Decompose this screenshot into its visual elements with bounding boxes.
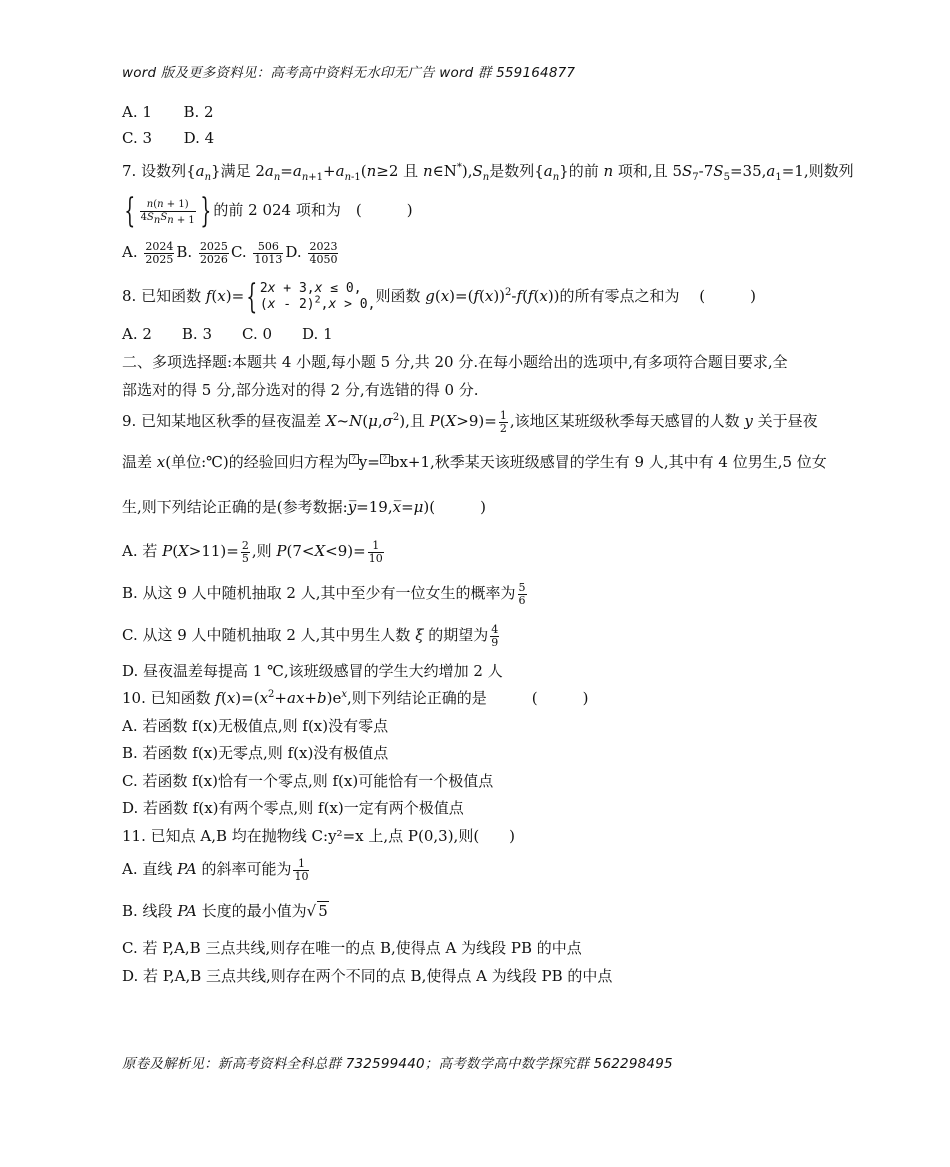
q10-option-b: B. 若函数 f(x)无零点,则 f(x)没有极值点 bbox=[122, 744, 389, 762]
q6-options-row1 bbox=[122, 102, 840, 122]
q8-options: A. 2 B. 3 C. 0 D. 1 bbox=[122, 325, 333, 343]
q10-option-d: D. 若函数 f(x)有两个零点,则 f(x)一定有两个极值点 bbox=[122, 799, 464, 817]
q9-stem-line3: 生,则下列结论正确的是(参考数据:y̅=19,x̅=μ)( ) bbox=[122, 498, 486, 516]
q11-option-c: C. 若 P,A,B 三点共线,则存在唯一的点 B,使得点 A 为线段 PB 的中点 bbox=[122, 939, 582, 957]
q7-d-num: 2023 bbox=[309, 239, 338, 253]
q9-option-a: A. 若 P(X>11)= $\frac{2}{5}$ ,则 P(7<X<9)= $\frac{1}{10}$ bbox=[122, 538, 383, 565]
q10-stem: 10. 已知函数 $f(x)=(x^2+ax+b)e^x$,则下列结论正确的是 ( ) bbox=[122, 689, 589, 707]
q10-option-c: C. 若函数 f(x)恰有一个零点,则 f(x)可能恰有一个极值点 bbox=[122, 772, 494, 790]
q7-stem-line2: { $\frac{n(n + 1)}{4S_nS_{n + 1}}$ } 的前 2 024 项和为 ( ) bbox=[124, 191, 413, 231]
q9-stem-line1: 9. 已知某地区秋季的昼夜温差 $X\sim N(\mu,\sigma^2)$,且 P(X>9)= $\frac{1}{2}$ ,该地区某班级秋季每天感冒的人数 y 关于昼夜 bbox=[122, 408, 818, 435]
q7-a-den: 2025 bbox=[145, 252, 174, 266]
page-header: word 版及更多资料见：高考高中资料无水印无广告 word 群 559164877 bbox=[122, 65, 576, 81]
q7-b-num: 2025 bbox=[199, 239, 228, 253]
q11-stem: 11. 已知点 A,B 均在抛物线 C:y²=x 上,点 P(0,3),则( ) bbox=[122, 827, 516, 845]
q7-a-num: 2024 bbox=[145, 239, 174, 253]
q7-c-den: 1013 bbox=[254, 252, 283, 266]
q7-c-num: 506 bbox=[253, 241, 283, 254]
q6-option-b: B. 2 bbox=[183, 103, 214, 121]
q10-option-a: A. 若函数 f(x)无极值点,则 f(x)没有零点 bbox=[122, 717, 389, 735]
q8-stem: 8. 已知函数 f(x)={ 2x + 3,x ≤ 0, (x - 2)$^2$,x > 0, 则函数 $g(x)=(f(x))^2-f(f(x))$的所有零点之和为 ( ) bbox=[122, 277, 756, 317]
q7-b-den: 2026 bbox=[199, 252, 228, 266]
page-footer: 原卷及解析见：新高考资料全科总群 732599440；高考数学高中数学探究群 562298495 bbox=[122, 1056, 673, 1072]
q6-options-row2 bbox=[122, 128, 840, 148]
q9-stem-line2: 温差 x(单位:℃)的经验回归方程为 ? y= ? bx+1,秋季某天该班级感冒的学生有 9 人,其中有 4 位男生,5 位女 bbox=[122, 453, 827, 471]
q6-option-d: D. 4 bbox=[183, 129, 215, 147]
q7-stem-tail: 的前 2 024 项和为 ( ) bbox=[213, 201, 413, 219]
q6-option-c: C. 3 bbox=[122, 129, 153, 147]
q7-options: A. $\frac{2024}{2025}$ B. $\frac{2025}{2026}$ C. $\frac{506}{1013}$ D. $\frac{2023}{4050}$ bbox=[122, 239, 338, 266]
q9-option-b: B. 从这 9 人中随机抽取 2 人,其中至少有一位女生的概率为 $\frac{5}{6}$ bbox=[122, 580, 526, 607]
q9-option-d: D. 昼夜温差每提高 1 ℃,该班级感冒的学生大约增加 2 人 bbox=[122, 662, 503, 680]
q11-option-a: A. 直线 PA 的斜率可能为 $\frac{1}{10}$ bbox=[122, 856, 309, 883]
q11-option-d: D. 若 P,A,B 三点共线,则存在两个不同的点 B,使得点 A 为线段 PB 的中点 bbox=[122, 967, 613, 985]
q7-stem-line1: 7. 设数列$\{a_n\}$满足 $2a_n=a_{n+1}+a_{n-1}(n\ge 2$ 且 $n\in N^*),S_n$是数列$\{a_n\}$的前 n 项和,且 $5S_7-7S_5=35,a_1=1$,则数列 bbox=[122, 162, 854, 183]
q7-d-den: 4050 bbox=[309, 252, 338, 266]
section2-line2: 部选对的得 5 分,部分选对的得 2 分,有选错的得 0 分. bbox=[122, 381, 479, 399]
section2-line1: 二、多项选择题:本题共 4 小题,每小题 5 分,共 20 分.在每小题给出的选项中,有多项符合题目要求,全 bbox=[122, 353, 788, 371]
q11-option-b: B. 线段 PA 长度的最小值为√ 5 bbox=[122, 902, 328, 920]
q9-option-c: C. 从这 9 人中随机抽取 2 人,其中男生人数 ξ 的期望为 $\frac{4}{9}$ bbox=[122, 622, 499, 649]
q6-option-a: A. 1 bbox=[122, 103, 152, 121]
